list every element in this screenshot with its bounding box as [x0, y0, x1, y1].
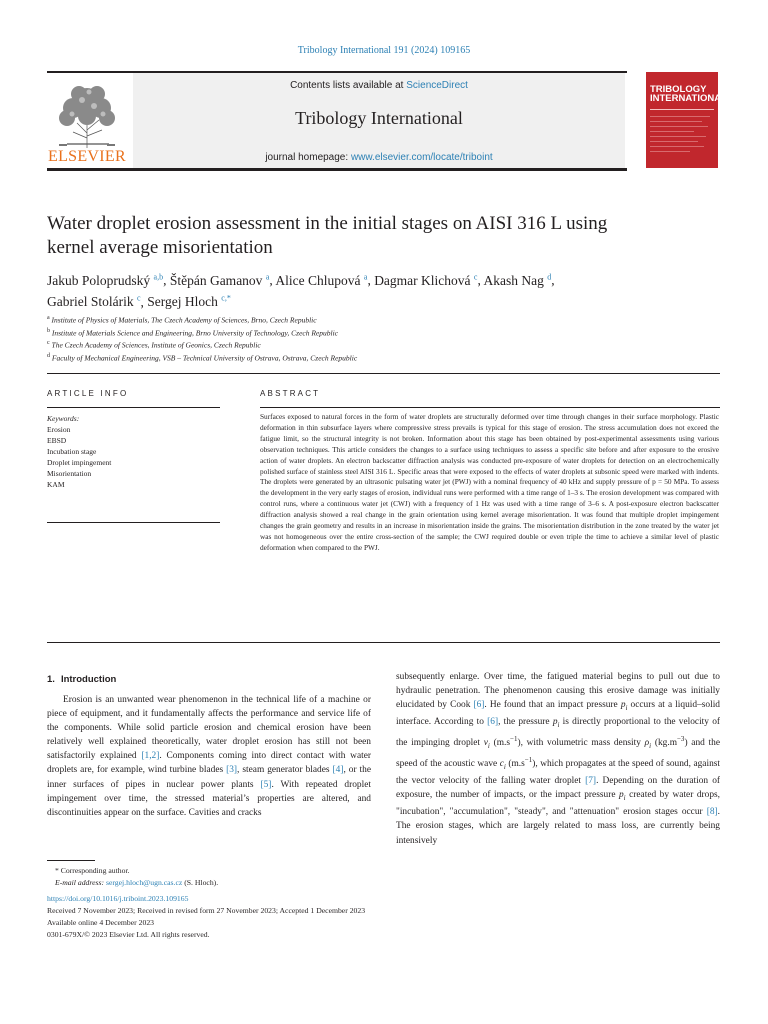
- keywords-block: [47, 413, 220, 490]
- math-symbol: p: [552, 717, 558, 728]
- abstract-rule: [260, 407, 720, 408]
- affiliation-list: [47, 313, 717, 363]
- citation-ref-link[interactable]: [6]: [487, 717, 499, 728]
- copyright-notice: 0301-679X/© 2023 Elsevier Ltd. All rights reserved.: [47, 930, 210, 939]
- keyword-item: Misorientation: [47, 469, 92, 478]
- keywords-rule: [47, 522, 220, 523]
- citation-ref-link[interactable]: [8]: [706, 807, 718, 818]
- journal-cover-thumbnail[interactable]: [646, 72, 727, 168]
- cover-title-line2: INTERNATIONAL: [650, 93, 727, 104]
- math-superscript: −1: [510, 735, 518, 744]
- contents-prefix: Contents lists available at: [290, 80, 407, 91]
- article-title-line1: Water droplet erosion assessment in the initial stages on AISI 316 L using: [47, 213, 608, 234]
- article-info-heading: ARTICLE INFO: [47, 389, 129, 398]
- math-superscript: −1: [524, 756, 533, 765]
- author-6[interactable]: Gabriel Stolárik $^c$: [47, 293, 141, 309]
- journal-homepage-line: [133, 152, 625, 163]
- citation-ref-link[interactable]: [3]: [226, 765, 238, 776]
- journal-homepage-link[interactable]: www.elsevier.com/locate/triboint: [350, 152, 493, 163]
- math-subscript: i: [487, 742, 490, 751]
- section-number: 1.: [47, 674, 55, 685]
- keyword-item: Droplet impingement: [47, 458, 112, 467]
- received-dates: Received 7 November 2023; Received in revised form 27 November 2023; Accepted 1 December 2023: [47, 906, 366, 915]
- cover-text-lines: [650, 116, 714, 156]
- body-column-left: [47, 693, 371, 820]
- author-1[interactable]: Jakub Poloprudský $^{a,b}$: [47, 272, 164, 288]
- doi-link[interactable]: https://doi.org/10.1016/j.triboint.2023.109165: [47, 894, 189, 903]
- corresponding-author-note: * Corresponding author.: [55, 866, 130, 875]
- math-subscript: i: [557, 721, 560, 730]
- elsevier-wordmark: ELSEVIER: [48, 148, 126, 165]
- math-symbol: c: [499, 759, 504, 770]
- keyword-item: Incubation stage: [47, 447, 97, 456]
- affiliation-item: $^a$ Institute of Physics of Materials, The Czech Academy of Sciences, Brno, Czech Republic: [47, 315, 317, 325]
- math-symbol: p: [618, 790, 624, 801]
- math-subscript: i: [625, 704, 628, 713]
- section-title: Introduction: [60, 674, 117, 685]
- affiliation-item: $^b$ Institute of Materials Science and Engineering, Brno University of Technology, Czech Republic: [47, 327, 339, 337]
- math-subscript: i: [503, 763, 506, 772]
- footnotes: [47, 865, 720, 941]
- author-7[interactable]: Sergej Hloch $^{c,*}$: [147, 293, 231, 309]
- citation-ref-link[interactable]: [5]: [260, 779, 272, 790]
- footnote-rule: [47, 860, 95, 861]
- author-5[interactable]: Akash Nag $^d$: [483, 272, 552, 288]
- citation-ref-link[interactable]: [4]: [332, 765, 344, 776]
- article-info-rule: [47, 407, 220, 408]
- online-date: Available online 4 December 2023: [47, 918, 155, 927]
- introduction-paragraph: Erosion is an unwanted wear phenomenon in the technical life of a machine or piece of equipment, and it fundamentally affects the performance and service life of the components. While solid particle erosion and chemical erosion have been relatively well explained theoretically, water droplet erosion has still not been satisfactorily explained [1,2]. Components coming into direct contact with water droplets are, for example, wind turbine blades [3], steam generator blades [4], or the inner surfaces of pipes in nuclear power plants [5]. With repeated droplet impingement over time, the stressed material’s properties are altered, and discontinuities appear on the surface. Cavities and cracks: [47, 695, 372, 818]
- introduction-heading: [47, 674, 116, 685]
- math-superscript: −3: [676, 735, 685, 744]
- math-symbol: v: [483, 738, 488, 749]
- sciencedirect-link[interactable]: ScienceDirect: [406, 80, 468, 91]
- author-list: Jakub Poloprudský $^{a,b}$, Štěpán Gamanov $^a$, Alice Chlupová $^a$, Dagmar Klichová $^c$, Akash Nag $^d$, Gabriel Stolárik $^c$, Sergej Hloch $^{c,*}$: [47, 272, 555, 309]
- cover-title-line1: TRIBOLOGY: [650, 84, 707, 95]
- keyword-item: Erosion: [47, 425, 71, 434]
- author-3[interactable]: Alice Chlupová $^a$: [275, 272, 368, 288]
- math-subscript: i: [649, 742, 652, 751]
- body-column-right: [396, 670, 720, 848]
- article-title-line2: kernel average misorientation: [47, 237, 273, 258]
- homepage-prefix: journal homepage:: [265, 152, 351, 163]
- header-bottom-rule: [47, 168, 627, 171]
- citation-ref-link[interactable]: [7]: [585, 776, 597, 787]
- citation-ref-link[interactable]: [6]: [473, 700, 485, 711]
- introduction-paragraph-continued: subsequently enlarge. Over time, the fatigued material begins to pull out due to hydraulic penetration. The phenomenon causing this erosive damage was initially elucidated by Cook [6]. He found that an impact pressure $p_i$ occurs at a liquid–solid interface. According to [6], the pressure $p_i$ is directly proportional to the velocity of the impinging droplet $v_i$ $(m.s^{-1})$, with volumetric mass density $\rho_i$ $(kg.m^{-3})$ and the speed of the acoustic wave $c_i$ $(m.s^{-1})$, which propagates at the speed of sound, against the vector velocity of the falling water droplet [7]. Depending on the duration of exposure, the number of impacts, or the impact pressure $p_i$ created by water drops, "incubation", "accumulation", "steady", and "attenuation" erosion stages occur [8]. The erosion stages, which are largely related to mass loss, are currently being intensively: [396, 672, 721, 846]
- contents-available-line: [133, 80, 625, 91]
- abstract-bottom-rule: [47, 642, 720, 643]
- abstract-text: Surfaces exposed to natural forces in the form of water droplets are structurally deformed over time through changes in their surface morphology. Plastic deformation in thin subsurface layers where compressive stress prevails is typical for this stage of erosion. The stress accumulation does not exceed the fatigue limit, so the structural integrity is not broken. Information about this stage has been obtained by post-experimental assessments using various observation techniques. This article considers the changes to a surface using techniques to assess a specific site before and after exposure to the erosive action of water droplets. An electron backscatter diffraction analysis was conducted pre-exposure of water droplets for detection on an electrochemically polished surface of stainless steel AISI 316 L. Specific areas that were exposed to the effects of water droplets at subsonic speed were marked with indents. The droplets were generated by an ultrasonic pulsating water jet (PWJ) with a nominal frequency of 40 kHz and supply pressure of p = 50 MPa. To assess the development in the very early stages of erosion, individual runs were performed with a time range of 1–3 s. The erosion development was compared with control runs, where a continuous water jet (CWJ) with a frequency of 1 Hz was used with a time range of 3–6 s. A post-exposure electron backscatter diffraction analysis showed a real change in the grain orientation using kernel average misorientation. It was found that multiple droplet impingement changes the grain geometry and results in an increase in misorientation inside the grains. The misorientation distribution in the zone treated by the water jet was not homogeneous over the entire cross-section of the sample; the CWJ required double or even triple the time to achieve a similar level of plastic deformation when compared to the PWJ.: [260, 412, 719, 552]
- cover-divider: [650, 109, 714, 110]
- author-email-link[interactable]: sergej.hloch@ugn.cas.cz: [105, 878, 183, 887]
- abstract-heading: ABSTRACT: [260, 389, 321, 398]
- affiliation-rule: [47, 373, 720, 374]
- citation-ref-link[interactable]: [1,2]: [141, 751, 160, 762]
- affiliation-item: $^d$ Faculty of Mechanical Engineering, VSB – Technical University of Ostrava, Ostrava, Czech Republic: [47, 352, 358, 362]
- keyword-item: KAM: [47, 480, 65, 489]
- cover-title: [650, 84, 727, 104]
- journal-citation[interactable]: Tribology International 191 (2024) 109165: [297, 45, 471, 56]
- author-2[interactable]: Štěpán Gamanov $^a$: [169, 272, 270, 288]
- affiliation-item: $^c$ The Czech Academy of Sciences, Institute of Geonics, Czech Republic: [47, 340, 261, 350]
- author-4[interactable]: Dagmar Klichová $^c$: [374, 272, 478, 288]
- keyword-item: EBSD: [47, 436, 67, 445]
- math-subscript: i: [623, 794, 626, 803]
- email-note: E-mail address: sergej.hloch@ugn.cas.cz (S. Hloch).: [55, 878, 219, 887]
- journal-title: Tribology International: [295, 108, 463, 128]
- math-symbol: ρ: [644, 738, 650, 749]
- math-symbol: p: [620, 700, 626, 711]
- article-title: [47, 212, 687, 260]
- keywords-label: Keywords:: [47, 414, 80, 423]
